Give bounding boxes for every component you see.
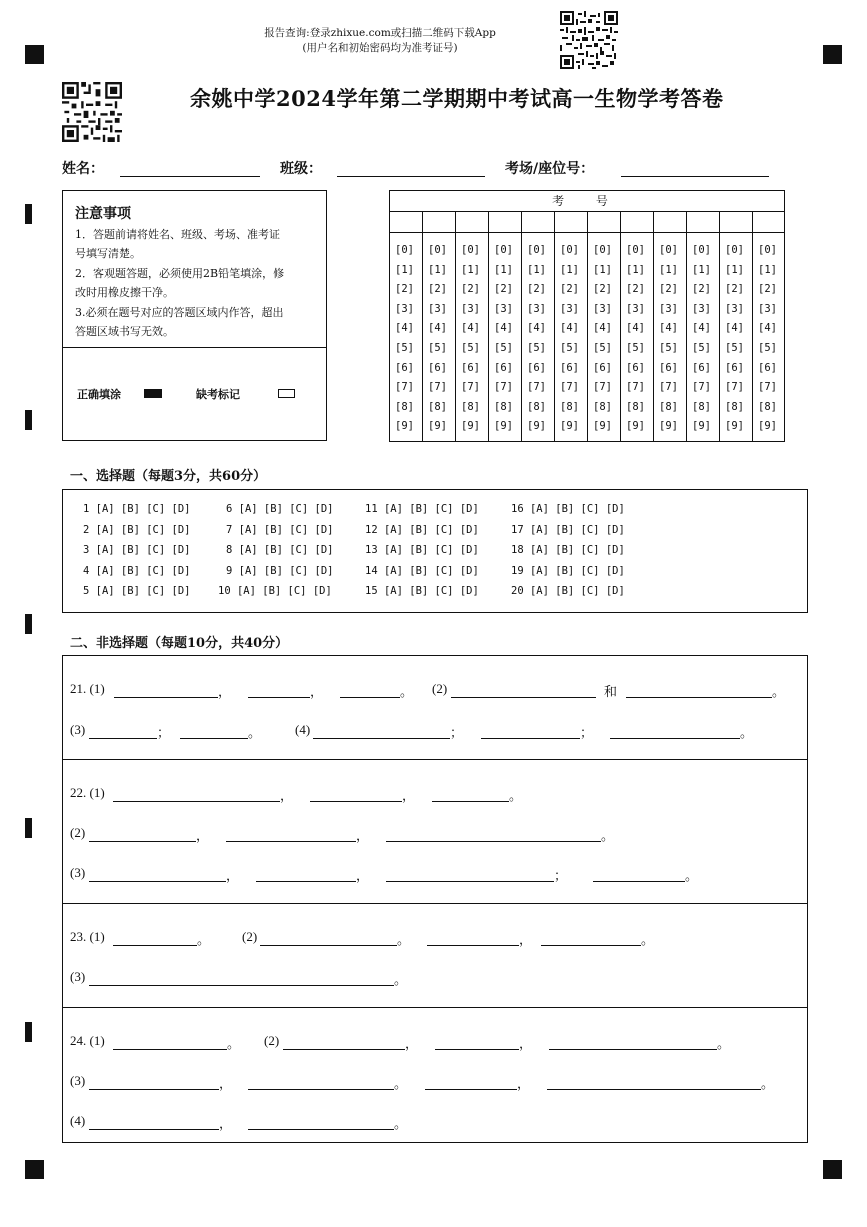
exam-digit-bubble[interactable]: [7] [626,381,645,394]
choice-question-17[interactable]: 17 [A] [B] [C] [D] [511,523,625,536]
exam-digit-bubble[interactable]: [1] [395,263,414,276]
question-divider [62,759,808,760]
exam-digit-bubble[interactable]: [0] [494,244,513,256]
exam-digit-bubble[interactable]: [5] [395,342,414,354]
choice-question-10[interactable]: 10 [A] [B] [C] [D] [218,585,332,597]
exam-digit-bubble[interactable]: [3] [461,302,480,315]
exam-digit-bubble[interactable]: [7] [692,381,711,394]
choice-question-12[interactable]: 12 [A] [B] [C] [D] [365,523,479,536]
exam-digit-bubble[interactable]: [6] [560,361,579,374]
side-mark [25,1022,32,1042]
exam-digit-bubble[interactable]: [1] [626,263,645,276]
punct-period: 。 [397,932,411,947]
exam-digit-bubble[interactable]: [6] [428,361,447,374]
q23-2-blank-a[interactable] [260,945,397,946]
exam-digit-bubble[interactable]: [0] [659,244,678,256]
exam-digit-bubble[interactable]: [4] [626,322,645,335]
choice-question-15[interactable]: 15 [A] [B] [C] [D] [365,585,479,597]
punct-semicolon: ； [450,725,464,740]
choice-question-2[interactable]: 2 [A] [B] [C] [D] [83,523,191,536]
choice-question-8[interactable]: 8 [A] [B] [C] [D] [226,544,334,556]
notice-line: 3.必须在题号对应的答题区域内作答，超出 [75,306,284,319]
punct-period: 。 [601,828,615,843]
q21-1-blank-a[interactable] [114,697,218,698]
choice-question-19[interactable]: 19 [A] [B] [C] [D] [511,564,625,577]
exam-digit-bubble[interactable]: [9] [626,420,645,433]
exam-digit-bubble[interactable]: [9] [560,420,579,433]
exam-digit-bubble[interactable]: [6] [692,361,711,374]
punct-comma: ， [310,684,324,699]
exam-digit-bubble[interactable]: [7] [461,381,480,394]
grid-line [653,211,654,441]
exam-digit-bubble[interactable]: [6] [461,361,480,374]
q22-3-blank-d[interactable] [593,881,685,882]
punct-semicolon: ； [554,868,568,883]
corner-mark-bottom-right [823,1160,842,1179]
correct-fill-sample [144,389,162,398]
exam-digit-bubble[interactable]: [8] [626,400,645,413]
exam-digit-bubble[interactable]: [7] [659,381,678,394]
punct-period: 。 [509,788,523,803]
exam-digit-bubble[interactable]: [7] [725,381,744,394]
exam-digit-bubble[interactable]: [2] [428,283,447,296]
exam-digit-bubble[interactable]: [0] [428,244,447,256]
exam-digit-bubble[interactable]: [3] [560,302,579,315]
choice-answer-box [62,489,808,613]
punct-comma: ， [218,684,232,699]
exam-digit-bubble[interactable]: [2] [725,283,744,296]
seat-label: 考场/座位号： [505,161,595,177]
punct-comma: ， [196,828,210,843]
exam-digit-bubble[interactable]: [1] [758,263,777,276]
exam-digit-bubble[interactable]: [9] [395,420,414,433]
choice-question-13[interactable]: 13 [A] [B] [C] [D] [365,544,479,556]
exam-digit-bubble[interactable]: [8] [428,400,447,413]
exam-digit-bubble[interactable]: [3] [626,302,645,315]
side-mark [25,204,32,224]
exam-digit-bubble[interactable]: [2] [494,283,513,296]
exam-digit-bubble[interactable]: [5] [659,342,678,354]
corner-mark-top-right [823,45,842,64]
grid-line [422,211,423,441]
absent-mark-label: 缺考标记 [196,388,240,401]
section-1-title: 一、选择题（每题3分，共60分） [70,469,267,484]
q21-and-label: 和 [604,684,618,699]
punct-comma: ， [280,788,294,803]
side-mark [25,818,32,838]
q24-part2-label: (2) [264,1033,280,1048]
exam-digit-bubble[interactable]: [9] [527,420,546,433]
q21-2-blank-b[interactable] [626,697,772,698]
exam-digit-bubble[interactable]: [0] [626,244,645,256]
exam-digit-bubble[interactable]: [1] [428,263,447,276]
punct-semicolon: ； [157,725,171,740]
exam-digit-bubble[interactable]: [3] [428,302,447,315]
qr-code-download-app-icon[interactable] [560,11,618,69]
exam-digit-bubble[interactable]: [4] [428,322,447,335]
exam-digit-bubble[interactable]: [2] [692,283,711,296]
exam-digit-bubble[interactable]: [2] [659,283,678,296]
punct-semicolon: ； [580,725,594,740]
exam-digit-bubble[interactable]: [8] [527,400,546,413]
q24-3-blank-a[interactable] [89,1089,219,1090]
exam-digit-bubble[interactable]: [6] [494,361,513,374]
exam-digit-bubble[interactable]: [0] [692,244,711,256]
exam-digit-bubble[interactable]: [5] [494,342,513,354]
q23-1-blank[interactable] [113,945,197,946]
exam-digit-bubble[interactable]: [9] [428,420,447,433]
q21-3-blank-b[interactable] [180,738,248,739]
exam-digit-bubble[interactable]: [4] [461,322,480,335]
exam-digit-bubble[interactable]: [5] [428,342,447,354]
q21-1-blank-b[interactable] [248,697,310,698]
exam-digit-bubble[interactable]: [4] [395,322,414,335]
exam-digit-bubble[interactable]: [4] [692,322,711,335]
exam-number-header: 考 号 [390,191,784,212]
exam-digit-bubble[interactable]: [3] [395,302,414,315]
choice-question-14[interactable]: 14 [A] [B] [C] [D] [365,564,479,577]
exam-digit-bubble[interactable]: [3] [527,302,546,315]
q21-4-blank-a[interactable] [313,738,450,739]
choice-question-9[interactable]: 9 [A] [B] [C] [D] [226,564,334,577]
exam-digit-bubble[interactable]: [0] [593,244,612,256]
q24-1-blank[interactable] [113,1049,227,1050]
exam-digit-bubble[interactable]: [8] [395,400,414,413]
q22-part3-label: (3) [70,865,86,880]
exam-digit-bubble[interactable]: [7] [395,381,414,394]
exam-digit-bubble[interactable]: [6] [725,361,744,374]
notice-box [62,190,327,441]
q21-part3-label: (3) [70,722,86,737]
exam-digit-bubble[interactable]: [7] [428,381,447,394]
question-divider [62,1007,808,1008]
q23-2-blank-b[interactable] [427,945,519,946]
punct-comma: ， [356,828,370,843]
exam-digit-bubble[interactable]: [5] [758,342,777,354]
punct-comma: ， [517,1076,531,1091]
q23-2-blank-c[interactable] [541,945,641,946]
q21-4-blank-b[interactable] [481,738,580,739]
exam-digit-bubble[interactable]: [1] [725,263,744,276]
punct-comma: ， [226,868,240,883]
free-response-box [62,655,808,1143]
exam-digit-bubble[interactable]: [4] [494,322,513,335]
q22-1-blank-c[interactable] [432,801,509,802]
exam-digit-bubble[interactable]: [3] [494,302,513,315]
exam-digit-bubble[interactable]: [4] [593,322,612,335]
exam-digit-bubble[interactable]: [6] [659,361,678,374]
exam-digit-bubble[interactable]: [9] [758,420,777,433]
punct-comma: ， [519,932,533,947]
grid-line [521,211,522,441]
q22-1-blank-a[interactable] [113,801,280,802]
report-query-note [220,26,540,56]
exam-digit-bubble[interactable]: [4] [758,322,777,335]
exam-digit-bubble[interactable]: [2] [527,283,546,296]
exam-digit-bubble[interactable]: [4] [527,322,546,335]
notice-line: 2．客观题答题，必须使用2B铅笔填涂，修 [75,267,285,280]
punct-period: 。 [772,684,786,699]
exam-digit-bubble[interactable]: [7] [758,381,777,394]
exam-digit-bubble[interactable]: [0] [560,244,579,256]
side-mark [25,614,32,634]
exam-digit-bubble[interactable]: [2] [560,283,579,296]
choice-question-16[interactable]: 16 [A] [B] [C] [D] [511,503,625,515]
grid-line [488,211,489,441]
exam-digit-bubble[interactable]: [6] [758,361,777,374]
q22-part1-label: 22. (1) [70,785,105,800]
exam-digit-bubble[interactable]: [1] [560,263,579,276]
section-2-title: 二、非选择题（每题10分，共40分） [70,636,289,651]
exam-digit-bubble[interactable]: [8] [461,400,480,413]
exam-digit-bubble[interactable]: [1] [461,263,480,276]
exam-digit-bubble[interactable]: [9] [461,420,480,433]
q24-2-blank-c[interactable] [549,1049,717,1050]
name-field[interactable] [120,176,260,177]
choice-question-6[interactable]: 6 [A] [B] [C] [D] [226,503,334,515]
exam-digit-bubble[interactable]: [3] [725,302,744,315]
q24-part4-label: (4) [70,1113,86,1128]
q22-3-blank-a[interactable] [89,881,226,882]
qr-code-paper-id-icon [62,82,122,142]
exam-digit-bubble[interactable]: [0] [395,244,414,256]
grid-line [620,211,621,441]
q23-3-blank[interactable] [89,985,394,986]
q21-2-blank-a[interactable] [451,697,596,698]
exam-digit-bubble[interactable]: [1] [659,263,678,276]
exam-digit-bubble[interactable]: [2] [758,283,777,296]
question-divider [62,903,808,904]
exam-digit-bubble[interactable]: [1] [692,263,711,276]
corner-mark-bottom-left [25,1160,44,1179]
exam-digit-bubble[interactable]: [3] [593,302,612,315]
exam-digit-bubble[interactable]: [6] [527,361,546,374]
notice-divider [63,347,326,348]
punct-comma: ， [519,1036,533,1051]
q24-3-blank-d[interactable] [547,1089,761,1090]
corner-mark-top-left [25,45,44,64]
punct-comma: ， [405,1036,419,1051]
exam-digit-bubble[interactable]: [4] [725,322,744,335]
exam-digit-bubble[interactable]: [5] [626,342,645,354]
page-title: 余姚中学2024学年第二学期期中考试高一生物学考答卷 [190,86,724,111]
exam-digit-bubble[interactable]: [7] [494,381,513,394]
exam-digit-bubble[interactable]: [8] [692,400,711,413]
exam-digit-bubble[interactable]: [7] [527,381,546,394]
exam-digit-bubble[interactable]: [8] [725,400,744,413]
exam-digit-bubble[interactable]: [7] [560,381,579,394]
seat-field[interactable] [621,176,769,177]
side-mark [25,410,32,430]
q21-1-blank-c[interactable] [340,697,400,698]
exam-digit-bubble[interactable]: [6] [395,361,414,374]
choice-question-3[interactable]: 3 [A] [B] [C] [D] [83,544,191,556]
exam-digit-bubble[interactable]: [0] [461,244,480,256]
q24-4-blank-b[interactable] [248,1129,394,1130]
notice-line: 答题区域书写无效。 [75,325,174,338]
exam-number-grid [389,190,785,442]
choice-question-7[interactable]: 7 [A] [B] [C] [D] [226,523,334,536]
note-line-1: 报告查询:登录zhixue.com或扫描二维码下载App [264,27,496,39]
q24-part1-label: 24. (1) [70,1033,105,1048]
exam-digit-bubble[interactable]: [8] [494,400,513,413]
exam-digit-bubble[interactable]: [9] [494,420,513,433]
exam-digit-bubble[interactable]: [5] [527,342,546,354]
exam-digit-bubble[interactable]: [5] [560,342,579,354]
exam-digit-bubble[interactable]: [0] [758,244,777,256]
grid-line [752,211,753,441]
punct-period: 。 [394,1076,408,1091]
exam-digit-bubble[interactable]: [6] [593,361,612,374]
punct-period: 。 [394,972,408,987]
grid-line [719,211,720,441]
punct-period: 。 [685,868,699,883]
q22-2-blank-b[interactable] [226,841,356,842]
exam-digit-bubble[interactable]: [9] [593,420,612,433]
exam-digit-bubble[interactable]: [8] [593,400,612,413]
exam-digit-bubble[interactable]: [1] [527,263,546,276]
exam-digit-bubble[interactable]: [0] [527,244,546,256]
q22-3-blank-c[interactable] [386,881,554,882]
punct-period: 。 [717,1036,731,1051]
q21-part4-label: (4) [295,722,311,737]
q22-part2-label: (2) [70,825,86,840]
exam-digit-bubble[interactable]: [7] [593,381,612,394]
punct-period: 。 [197,932,211,947]
class-field[interactable] [337,176,485,177]
exam-digit-bubble[interactable]: [4] [659,322,678,335]
choice-question-20[interactable]: 20 [A] [B] [C] [D] [511,585,625,597]
exam-digit-bubble[interactable]: [0] [725,244,744,256]
choice-question-11[interactable]: 11 [A] [B] [C] [D] [365,503,479,515]
choice-question-18[interactable]: 18 [A] [B] [C] [D] [511,544,625,556]
notice-line: 改时用橡皮擦干净。 [75,286,174,299]
choice-question-5[interactable]: 5 [A] [B] [C] [D] [83,585,191,597]
exam-digit-bubble[interactable]: [5] [725,342,744,354]
q23-part1-label: 23. (1) [70,929,105,944]
notice-title: 注意事项 [75,206,131,222]
notice-line: 号填写清楚。 [75,247,141,260]
q23-part2-label: (2) [242,929,258,944]
q24-4-blank-a[interactable] [89,1129,219,1130]
exam-digit-bubble[interactable]: [9] [659,420,678,433]
class-label: 班级： [280,161,322,177]
correct-fill-label: 正确填涂 [77,388,121,401]
punct-period: 。 [740,725,754,740]
exam-digit-bubble[interactable]: [2] [593,283,612,296]
punct-comma: ， [356,868,370,883]
punct-period: 。 [641,932,655,947]
name-label: 姓名： [62,161,104,177]
exam-digit-bubble[interactable]: [2] [626,283,645,296]
q23-part3-label: (3) [70,969,86,984]
punct-comma: ， [219,1076,233,1091]
punct-period: 。 [761,1076,775,1091]
exam-digit-bubble[interactable]: [2] [461,283,480,296]
grid-line [455,211,456,441]
q24-3-blank-c[interactable] [425,1089,517,1090]
notice-line: 1．答题前请将姓名、班级、考场、准考证 [75,228,280,241]
q24-3-blank-b[interactable] [248,1089,394,1090]
exam-digit-bubble[interactable]: [9] [725,420,744,433]
q22-1-blank-b[interactable] [310,801,402,802]
exam-digit-bubble[interactable]: [5] [593,342,612,354]
q24-part3-label: (3) [70,1073,86,1088]
exam-digit-bubble[interactable]: [9] [692,420,711,433]
exam-digit-bubble[interactable]: [4] [560,322,579,335]
exam-digit-bubble[interactable]: [5] [461,342,480,354]
q21-part2-label: (2) [432,681,448,696]
q21-3-blank-a[interactable] [89,738,157,739]
exam-digit-bubble[interactable]: [8] [560,400,579,413]
exam-digit-bubble[interactable]: [3] [659,302,678,315]
q24-2-blank-b[interactable] [435,1049,519,1050]
q21-part1-label: 21. (1) [70,681,105,696]
exam-digit-bubble[interactable]: [2] [395,283,414,296]
grid-line [554,211,555,441]
punct-period: 。 [400,684,414,699]
punct-comma: ， [402,788,416,803]
punct-period: 。 [394,1116,408,1131]
exam-digit-bubble[interactable]: [1] [593,263,612,276]
grid-line [686,211,687,441]
q21-4-blank-c[interactable] [610,738,740,739]
q24-2-blank-a[interactable] [283,1049,405,1050]
q22-2-blank-a[interactable] [89,841,196,842]
grid-line [587,211,588,441]
exam-digit-bubble[interactable]: [1] [494,263,513,276]
absent-mark-checkbox[interactable] [278,389,295,398]
exam-digit-bubble[interactable]: [3] [758,302,777,315]
exam-digit-bubble[interactable]: [8] [659,400,678,413]
punct-period: 。 [248,725,262,740]
punct-period: 。 [227,1036,241,1051]
exam-digit-bubble[interactable]: [8] [758,400,777,413]
choice-question-1[interactable]: 1 [A] [B] [C] [D] [83,503,191,515]
q22-3-blank-b[interactable] [256,881,356,882]
exam-digit-bubble[interactable]: [6] [626,361,645,374]
exam-digit-bubble[interactable]: [3] [692,302,711,315]
exam-digit-bubble[interactable]: [5] [692,342,711,354]
choice-question-4[interactable]: 4 [A] [B] [C] [D] [83,564,191,577]
q22-2-blank-c[interactable] [386,841,601,842]
punct-comma: ， [219,1116,233,1131]
note-line-2: (用户名和初始密码均为准考证号) [302,42,458,54]
